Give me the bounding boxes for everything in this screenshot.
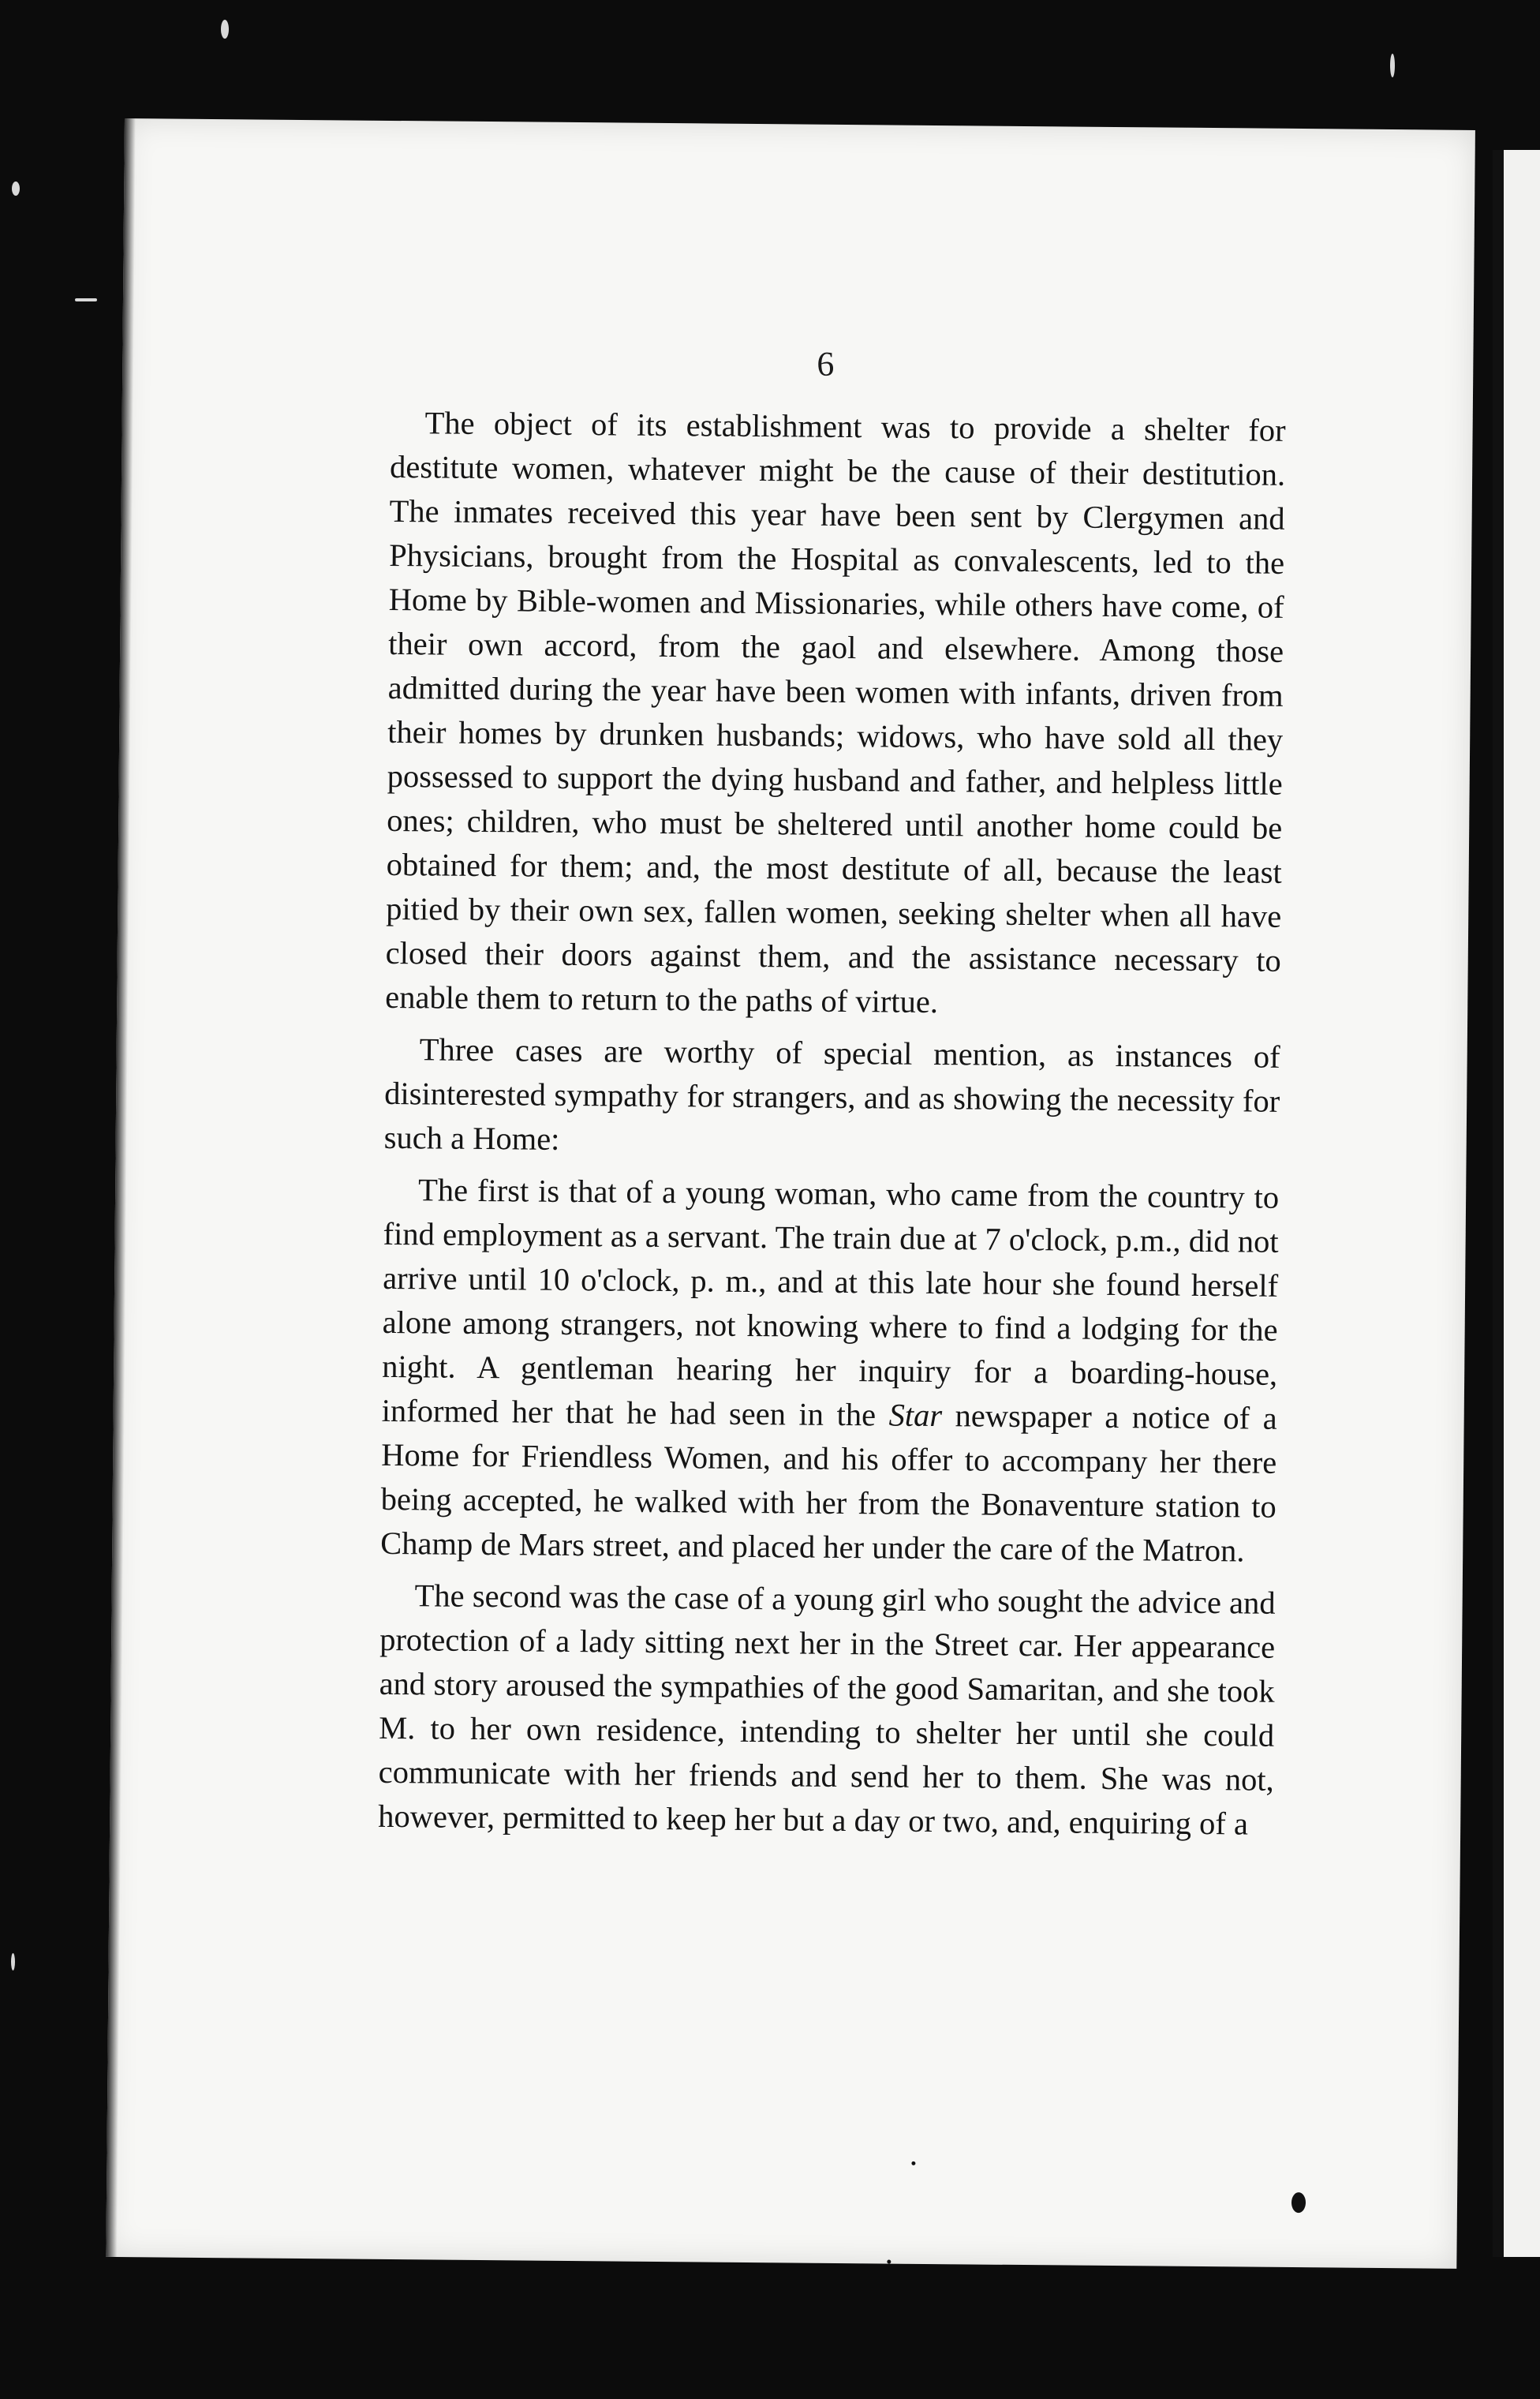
paragraph-second-case: The second was the case of a young girl who sought the advice and protection of a lady sitting next her in the Street car. Her appearance and story aroused the sympathies of the good Samaritan, and she took M. to her own residence, intending to shelter her until she could communicate with her friends and send her to them. She was not, however, permitted to keep her but a day or two, and, enquiring of a: [378, 1578, 1276, 1842]
paragraph-object: The object of its establishment was to provide a shelter for destitute women, whatever might be the cause of their destitution. The inmates received this year have been sent by Clergymen and Physicians, brought from the Hospital as convalescents, led to the Home by Bible-women and Missionaries, while others have come, of their own accord, from the gaol and elsewhere. Among those admitted during the year have been women with infants, driven from their homes by drunken husbands; widows, who have sold all they possessed to support the dying husband and father, and helpless little ones; children, who must be sheltered until another home could be obtained for them; and, the most destitute of all, because the least pitied by their own sex, fallen women, seeking shelter when all have closed their doors against them, and the assistance necessary to enable them to return to the paths of virtue.: [385, 405, 1286, 1020]
ink-spot: [1291, 2192, 1306, 2213]
film-scratch: [221, 20, 229, 39]
first-case-text-end: newspaper a notice of a Home for Friendless Women, and his offer to accompany her there being accepted, he walked with her from the Bonaventure station to Champ de Mars street, and placed her under the care of the Matron.: [380, 1398, 1277, 1569]
film-scratch: [1390, 54, 1395, 77]
paragraph-first-case: [380, 1168, 1279, 1574]
film-scratch: [75, 298, 97, 301]
star-newspaper-name: Star: [888, 1397, 943, 1434]
adjacent-page-edge: [1493, 150, 1540, 2257]
paragraph-three-cases: Three cases are worthy of special mention, as instances of disinterested sympathy for strangers, and as showing the necessity for such a Home:: [383, 1031, 1280, 1157]
film-scratch: [11, 1953, 15, 1970]
document-page: [106, 118, 1475, 2269]
dust-speck: [887, 2260, 891, 2264]
film-scratch: [12, 182, 20, 196]
first-case-text-start: The first is that of a young woman, who came from the country to find employment as a servant. The train due at 7 o'clock, p.m., did not arrive until 10 o'clock, p. m., and at this late hour she found herself alone among strangers, not knowing where to find a lodging for the night. A gentleman hearing her inquiry for a boarding-house, informed her that he had seen in the: [381, 1172, 1280, 1433]
body-text: [378, 401, 1286, 1854]
dust-speck: [911, 2161, 915, 2165]
page-number: 6: [817, 344, 835, 384]
